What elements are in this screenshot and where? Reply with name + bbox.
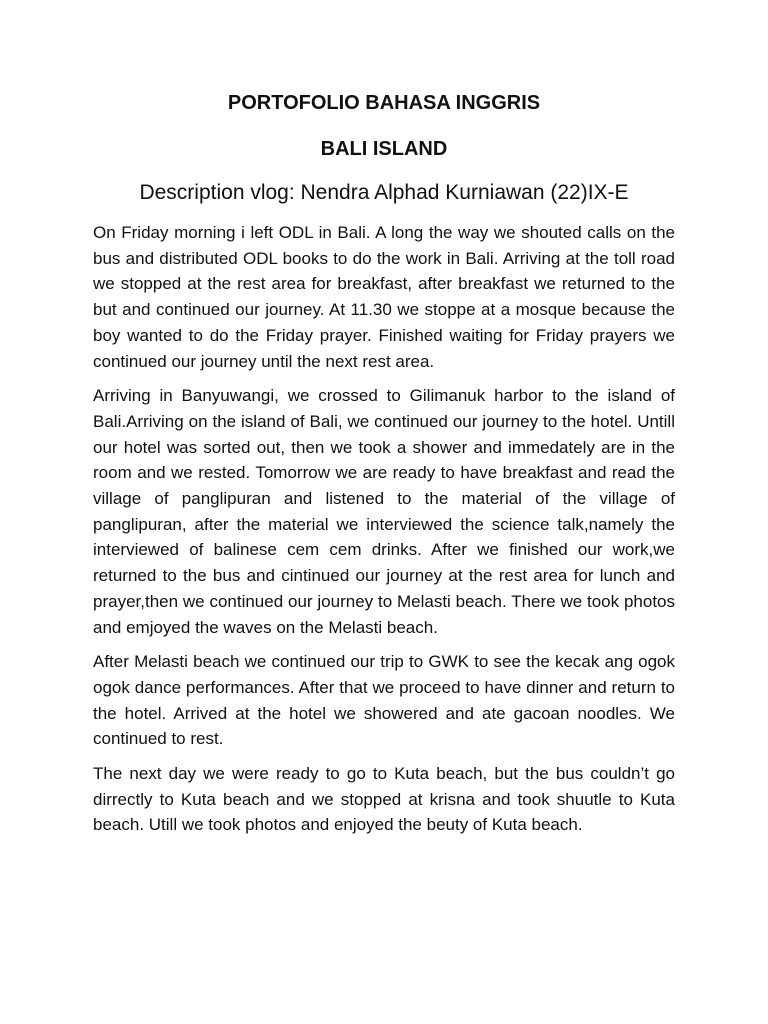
paragraph-1: On Friday morning i left ODL in Bali. A long the way we shouted calls on the bus and distributed ODL books to do the work in Bali. Arriving at the toll road we stopped at the rest area for breakfast, after breakfast we returned to the but and continued our journey. At 11.30 we stoppe at a mosque because the boy wanted to do the Friday prayer. Finished waiting for Friday prayers we continued our journey until the next rest area. bbox=[93, 223, 675, 371]
paragraph-3: After Melasti beach we continued our trip to GWK to see the kecak ang ogok ogok dance performances. After that we proceed to have dinner and return to the hotel. Arrived at the hotel we showered and ate gacoan noodles. We continued to rest. bbox=[93, 652, 675, 749]
vlog-description-heading: Description vlog: Nendra Alphad Kurniawan (22)IX-E bbox=[139, 181, 629, 204]
document-title: PORTOFOLIO BAHASA INGGRIS bbox=[227, 92, 541, 114]
paragraph-2: Arriving in Banyuwangi, we crossed to Gilimanuk harbor to the island of Bali.Arriving on the island of Bali, we continued our journey to the hotel. Untill our hotel was sorted out, then we took a shower and immedately are in the room and we rested. Tomorrow we are ready to have breakfast and read the village of panglipuran and listened to the material of the village of panglipuran, after the material we interviewed the science talk,namely the interviewed of balinese cem cem drinks. After we finished our work,we returned to the bus and cintinued our journey at the rest area for lunch and prayer,then we continued our journey to Melasti beach. There we took photos and emjoyed the waves on the Melasti beach. bbox=[93, 386, 675, 637]
document-subtitle: BALI ISLAND bbox=[320, 138, 448, 160]
paragraph-4: The next day we were ready to go to Kuta beach, but the bus couldn’t go dirrectly to Kuta beach and we stopped at krisna and took shuutle to Kuta beach. Utill we took photos and enjoyed the beuty of Kuta beach. bbox=[93, 764, 675, 835]
document-body bbox=[93, 220, 675, 838]
